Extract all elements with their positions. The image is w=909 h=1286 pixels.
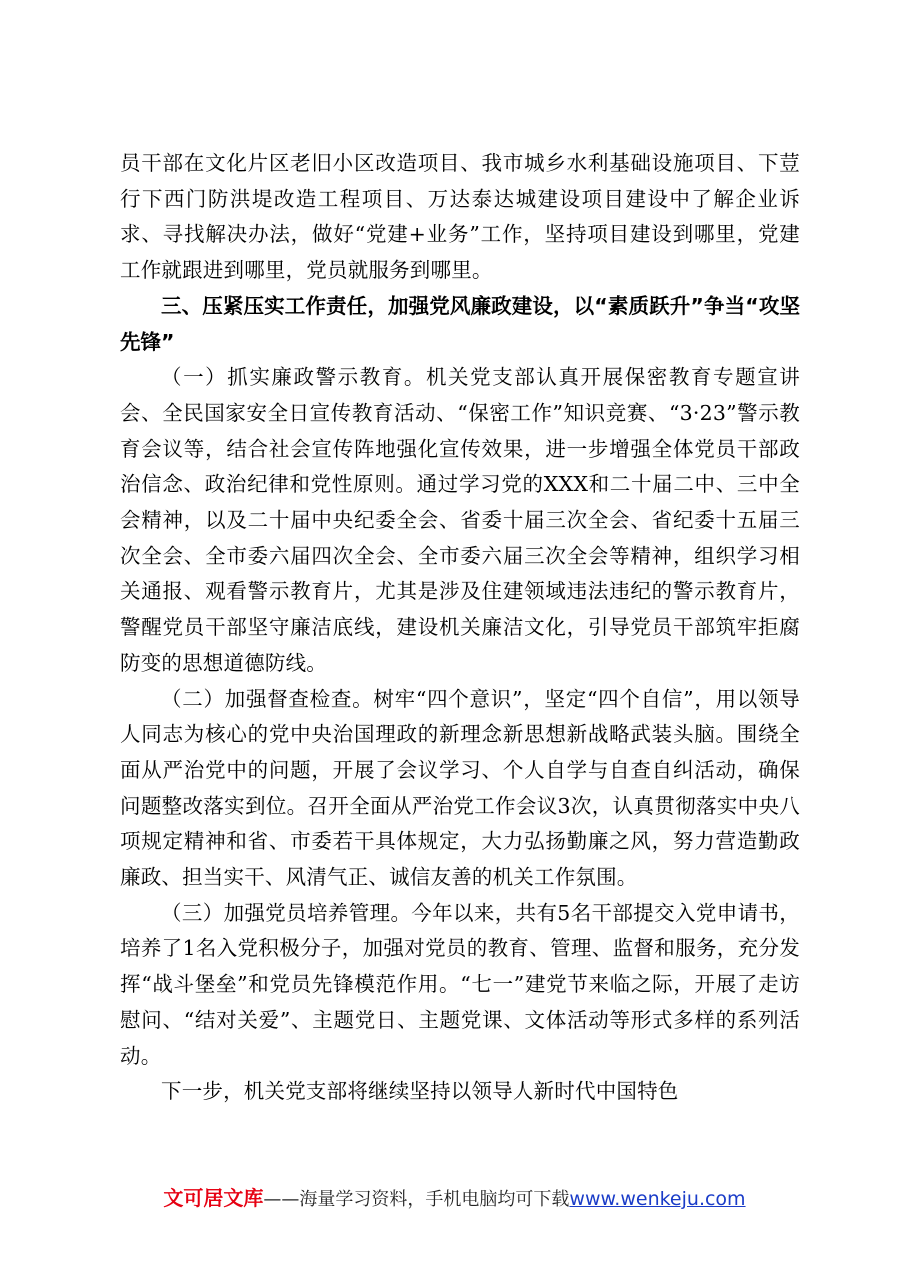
paragraph-continuation: 员干部在文化片区老旧小区改造项目、我市城乡水利基础设施项目、下荳行下西门防洪堤改造工程项目、万达泰达城建设项目建设中了解企业诉求、寻找解决办法，做好“党建+业务”工作，坚持项目建设到哪里，党建工作就跟进到哪里，党员就服务到哪里。 bbox=[120, 151, 800, 283]
paragraph-member-training: （三）加强党员培养管理。今年以来，共有5名干部提交入党申请书，培养了1名入党积极分子，加强对党员的教育、管理、监督和服务，充分发挥“战斗堡垒”和党员先锋模范作用。“七一”建党节来临之际，开展了走访慰问、“结对关爱”、主题党日、主题党课、文体活动等形式多样的系列活动。 bbox=[120, 900, 800, 1068]
paragraph-supervision-inspection: （二）加强督查检查。树牢“四个意识”，坚定“四个自信”，用以领导人同志为核心的党中央治国理政的新理念新思想新战略武装头脑。围绕全面从严治党中的问题，开展了会议学习、个人自学与自查自纠活动，确保问题整改落实到位。召开全面从严治党工作会议3次，认真贯彻落实中央八项规定精神和省、市委若干具体规定，大力弘扬勤廉之风，努力营造勤政廉政、担当实干、风清气正、诚信友善的机关工作氛围。 bbox=[120, 686, 800, 890]
footer-brand: 文可居文库 bbox=[163, 1186, 264, 1210]
footer-slogan: ——海量学习资料，手机电脑均可下载 bbox=[263, 1189, 570, 1210]
document-body bbox=[120, 146, 800, 1110]
footer-url-link[interactable]: www.wenkeju.com bbox=[569, 1188, 746, 1210]
paragraph-next-step: 下一步，机关党支部将继续坚持以领导人新时代中国特色 bbox=[161, 1079, 679, 1104]
paragraph-integrity-education: （一）抓实廉政警示教育。机关党支部认真开展保密教育专题宣讲会、全民国家安全日宣传教育活动、“保密工作”知识竞赛、“3·23”警示教育会议等，结合社会宣传阵地强化宣传效果，进一步增强全体党员干部政治信念、政治纪律和党性原则。通过学习党的XXX和二十届二中、三中全会精神，以及二十届中央纪委全会、省委十届三次全会、省纪委十五届三次全会、全市委六届四次全会、全市委六届三次全会等精神，组织学习相关通报、观看警示教育片，尤其是涉及住建领域违法违纪的警示教育片，警醒党员干部坚守廉洁底线，建设机关廉洁文化，引导党员干部筑牢拒腐防变的思想道德防线。 bbox=[120, 365, 800, 675]
section-heading-3: 三、压紧压实工作责任，加强党风廉政建设，以“素质跃升”争当“攻坚先锋” bbox=[120, 293, 800, 354]
footer-banner bbox=[0, 1182, 909, 1211]
